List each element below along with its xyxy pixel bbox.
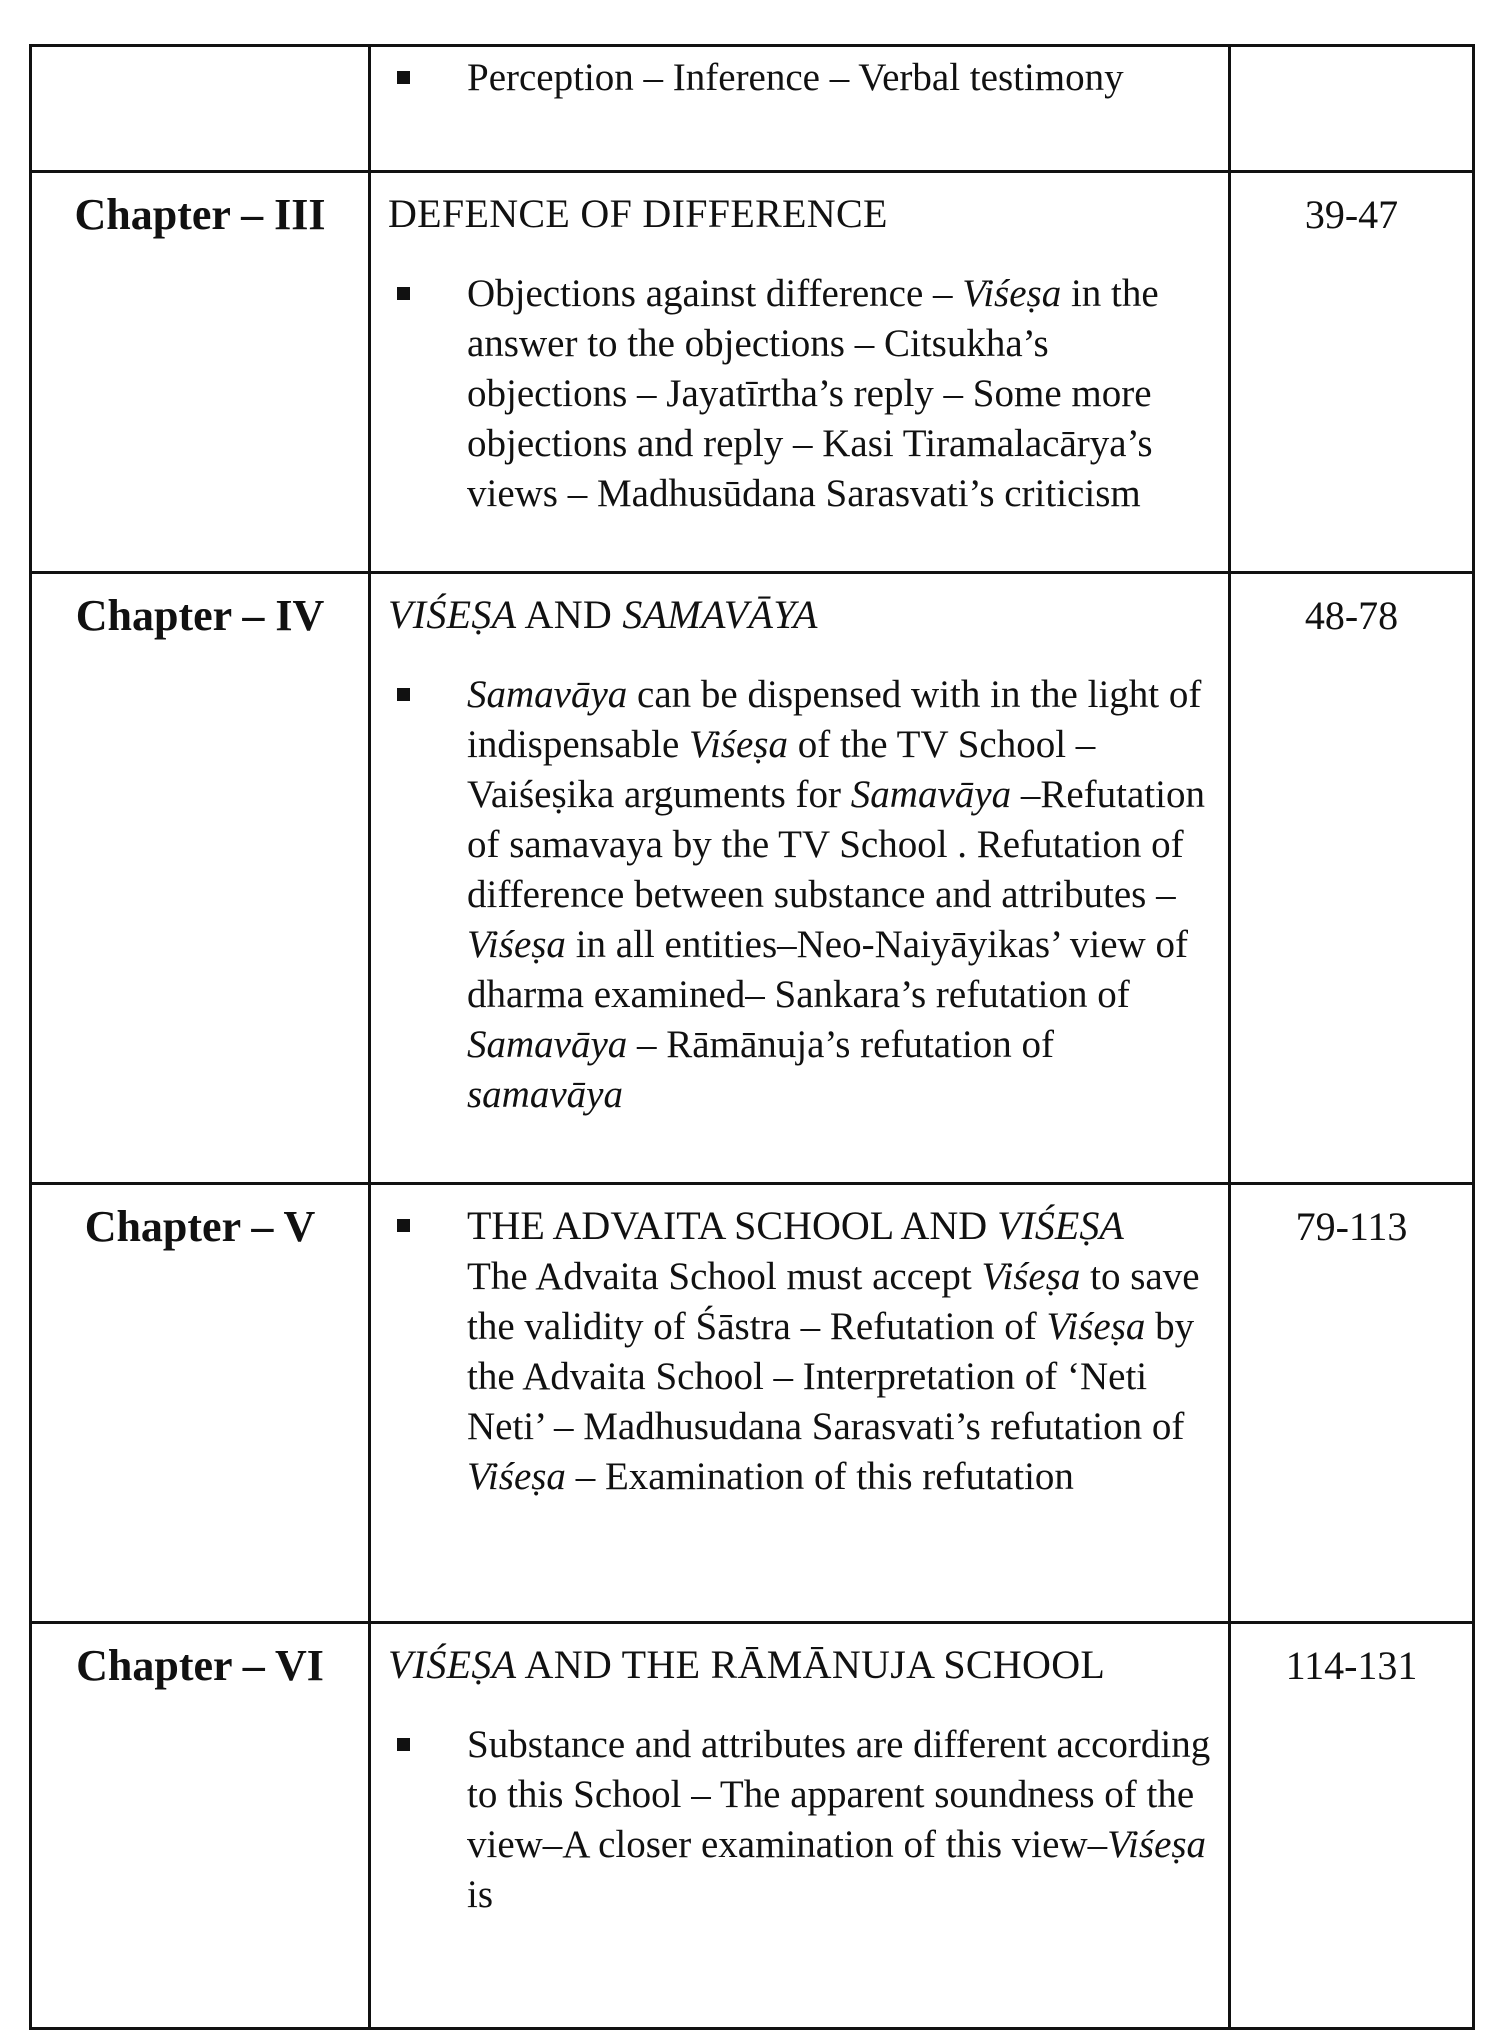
contents-cell: [370, 46, 1230, 172]
page-range: 79-113: [1295, 1204, 1408, 1249]
chapter-heading: VIŚEṢA AND THE RĀMĀNUJA SCHOOL: [388, 1642, 1106, 1687]
item-text: Perception – Inference – Verbal testimony: [467, 56, 1124, 99]
table-row: [31, 1184, 1474, 1623]
contents-cell: [370, 1184, 1230, 1623]
list-item: [371, 47, 1228, 113]
square-bullet-icon: [397, 688, 410, 701]
pages-cell: [1230, 172, 1474, 573]
table-row: [31, 172, 1474, 573]
chapter-cell: [31, 172, 370, 573]
list-item: [371, 670, 1228, 1130]
chapter-cell: [31, 1184, 370, 1623]
page-range: 114-131: [1285, 1643, 1418, 1688]
page-range: 39-47: [1304, 192, 1399, 237]
table-row: [31, 1623, 1474, 2029]
pages-cell: [1230, 1623, 1474, 2029]
pages-cell: [1230, 573, 1474, 1184]
chapter-label: Chapter – IV: [75, 591, 325, 640]
chapter-cell: [31, 573, 370, 1184]
item-text: Substance and attributes are different according to this School – The apparent soundness of the view–A closer examination of this view–Viśeṣa is: [467, 1723, 1211, 1916]
item-description: The Advaita School must accept Viśeṣa to save the validity of Śāstra – Refutation of Viśeṣa by the Advaita School – Interpretation of ‘Neti Neti’ – Madhusudana Sarasvati’s refutation of Viśeṣa – Examination of this refutation: [467, 1255, 1200, 1498]
chapter-label: Chapter – VI: [76, 1641, 324, 1690]
pages-cell: [1230, 1184, 1474, 1623]
item-text: Samavāya can be dispensed with in the light of indispensable Viśeṣa of the TV School – Vaiśeṣika arguments for Samavāya –Refutation of samavaya by the TV School . Refutation of difference between substance and attributes – Viśeṣa in all entities–Neo-Naiyāyikas’ view of dharma examined– Sankara’s refutation of Samavāya – Rāmānuja’s refutation of samavāya: [467, 673, 1205, 1116]
chapter-heading: VIŚEṢA AND SAMAVĀYA: [388, 592, 818, 637]
chapter-cell: [31, 46, 370, 172]
square-bullet-icon: [397, 1738, 410, 1751]
chapter-label: Chapter – III: [74, 190, 326, 239]
table-row: [31, 46, 1474, 172]
square-bullet-icon: [397, 1219, 410, 1232]
contents-cell: [370, 1623, 1230, 2029]
item-text: Objections against difference – Viśeṣa in the answer to the objections – Citsukha’s objections – Jayatīrtha’s reply – Some more objections and reply – Kasi Tiramalacārya’s views – Madhusūdana Sarasvati’s criticism: [467, 272, 1159, 515]
chapter-cell: [31, 1623, 370, 2029]
square-bullet-icon: [397, 71, 410, 84]
item-heading: THE ADVAITA SCHOOL AND VIŚEṢA: [467, 1203, 1124, 1248]
chapter-label: Chapter – V: [84, 1202, 316, 1251]
list-item: [371, 269, 1228, 529]
contents-cell: [370, 573, 1230, 1184]
table-row: [31, 573, 1474, 1184]
page-range: 48-78: [1304, 593, 1399, 638]
pages-cell: [1230, 46, 1474, 172]
list-item: [371, 1720, 1228, 1930]
contents-cell: [370, 172, 1230, 573]
table-of-contents: [29, 44, 1475, 2030]
list-item: [371, 1185, 1228, 1252]
square-bullet-icon: [397, 287, 410, 300]
chapter-heading: DEFENCE OF DIFFERENCE: [388, 191, 888, 236]
